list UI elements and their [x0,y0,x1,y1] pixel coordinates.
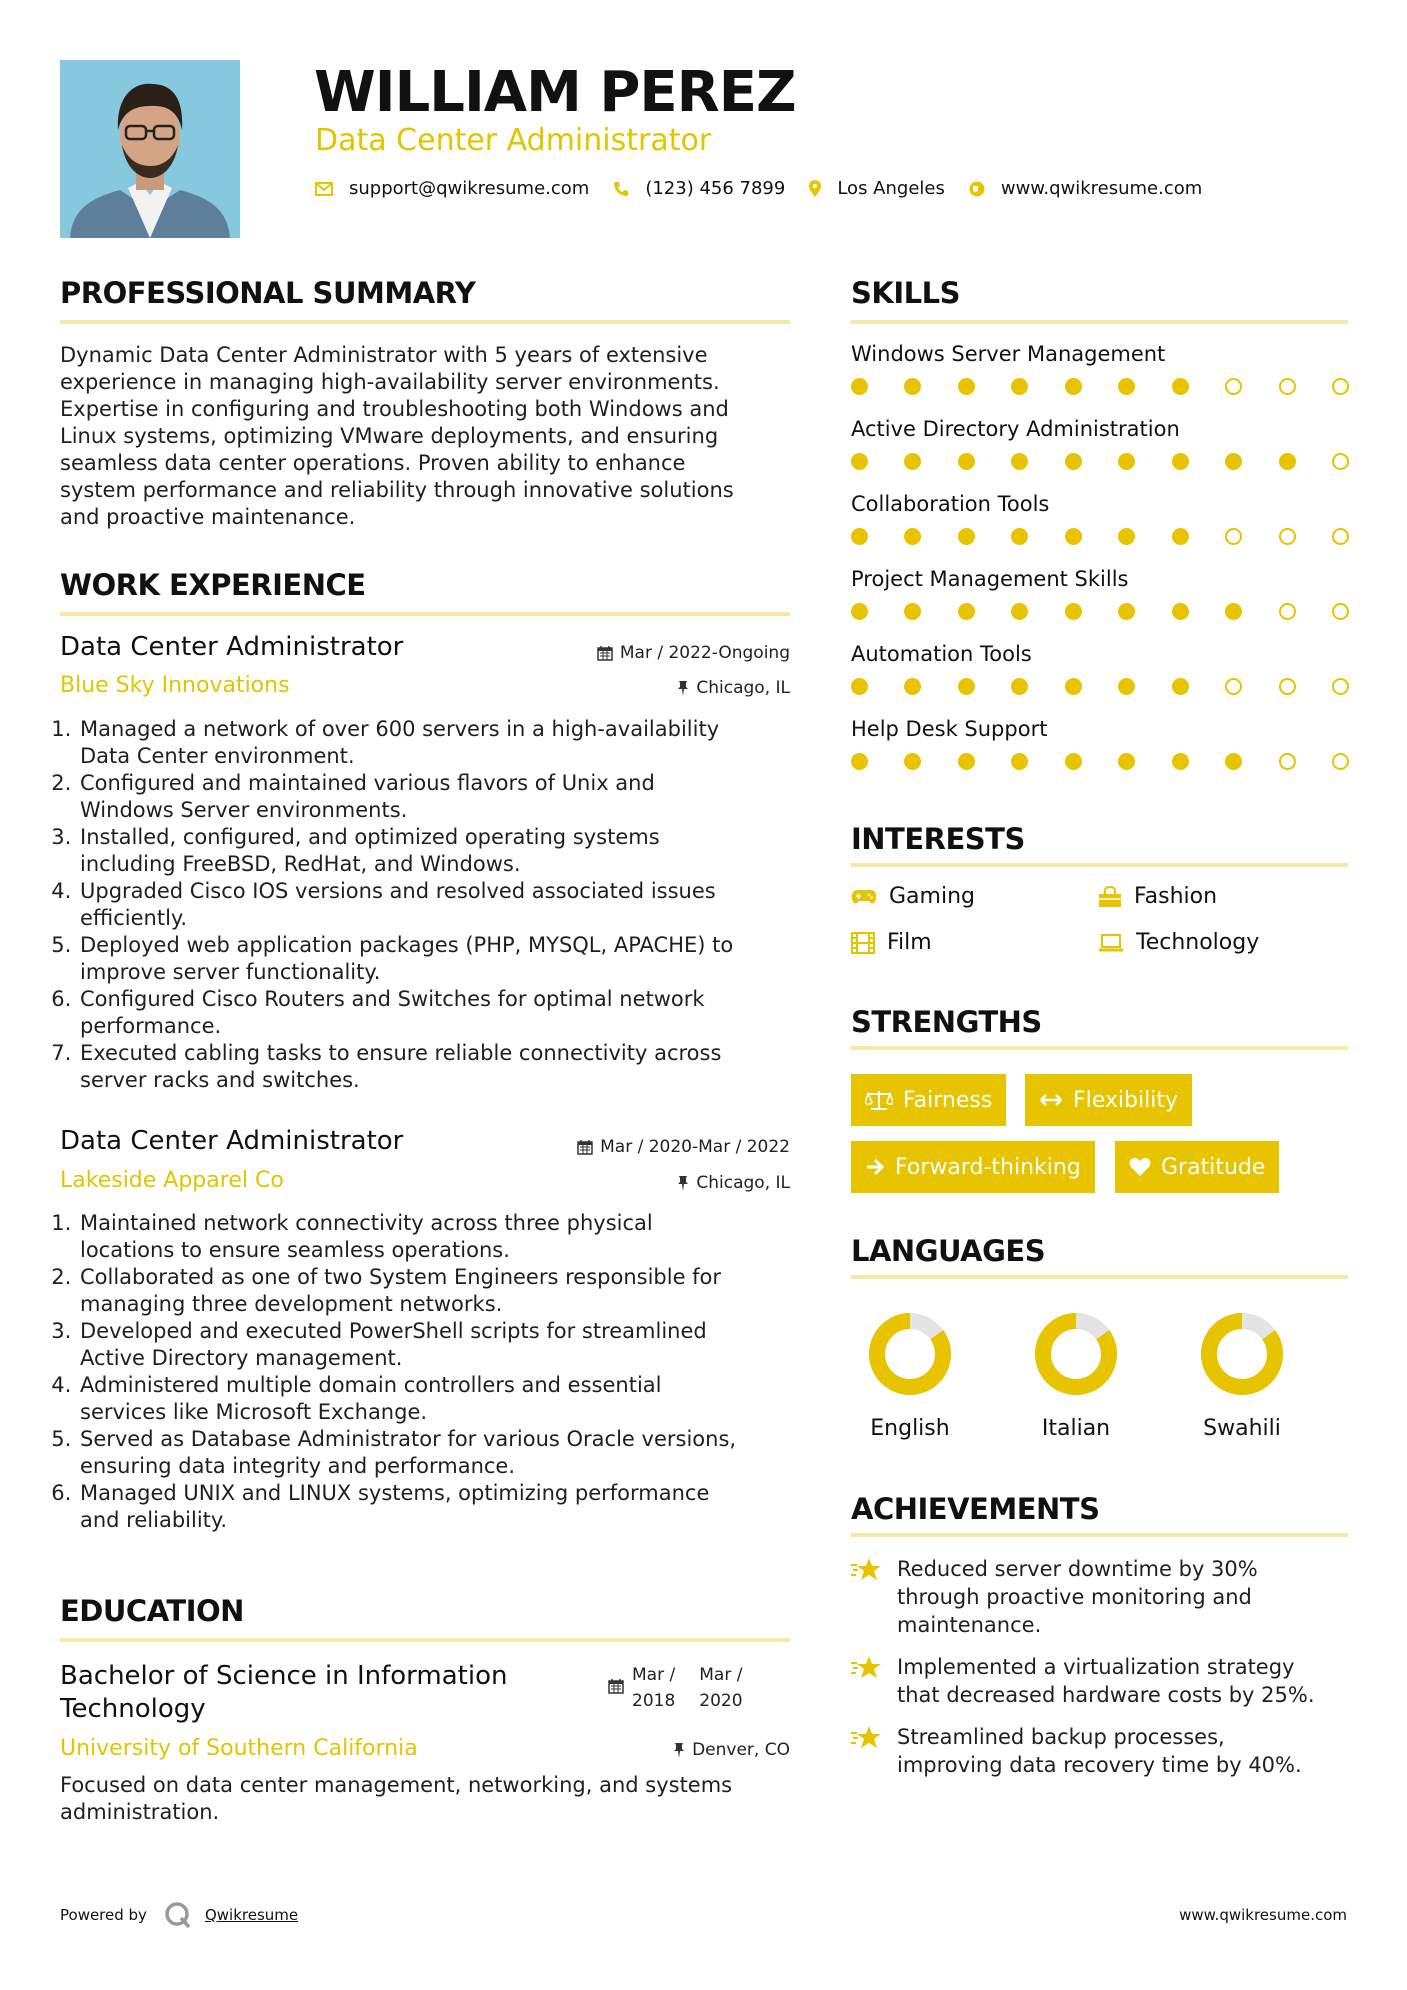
skill-item [851,642,1349,695]
degree-line: Technology [60,1694,206,1724]
interest-label: Technology [1136,930,1260,955]
rating-dot-filled [851,378,868,395]
skill-name: Project Management Skills [851,567,1129,591]
list-item: 5. Served as Database Administrator for various Oracle versions, ensuring data integrity and performance. [78,1426,800,1480]
summary-heading: PROFESSIONAL SUMMARY [60,276,476,310]
rating-dot-filled [1011,453,1028,470]
end-year: 2020 [699,1691,743,1711]
start-month: Mar / [632,1665,676,1685]
strength-tag [851,1141,1095,1193]
skill-rating [851,603,1349,620]
language-donut [1200,1312,1284,1396]
summary-line: Dynamic Data Center Administrator with 5 years of extensive [60,343,708,367]
rating-dot-empty [1279,603,1296,620]
rating-dot-filled [1172,378,1189,395]
rating-dot-empty [1332,678,1349,695]
rating-dot-filled [851,678,868,695]
rating-dot-filled [904,678,921,695]
education-description [60,1772,800,1826]
rating-dot-empty [1225,528,1242,545]
skill-rating [851,753,1349,770]
experience-heading: WORK EXPERIENCE [60,568,366,602]
list-item: 1. Maintained network connectivity across three physical locations to ensure seamless operations. [78,1210,800,1264]
rating-dot-filled [904,453,921,470]
footer-url[interactable]: www.qwikresume.com [1179,1906,1347,1924]
rating-dot-filled [1065,453,1082,470]
horizontal-arrows-icon [1039,1093,1063,1107]
rating-dot-filled [1065,378,1082,395]
achievement-item [851,1653,1351,1709]
rating-dot-filled [958,603,975,620]
experience-rule [60,612,790,616]
phone-text: (123) 456 7899 [645,178,786,199]
skill-rating [851,378,1349,395]
rating-dot-filled [1118,453,1135,470]
rating-dot-empty [1279,528,1296,545]
strength-label: Fairness [903,1087,993,1113]
rating-dot-empty [1279,378,1296,395]
rating-dot-filled [1172,753,1189,770]
skill-item [851,417,1349,470]
list-item: 1. Managed a network of over 600 servers in a high-availability Data Center environment. [78,716,800,770]
strength-label: Forward-thinking [895,1154,1081,1180]
phone-icon [613,181,629,197]
start-year: 2018 [632,1691,676,1711]
summary-line: Expertise in configuring and troubleshooting both Windows and [60,397,729,421]
strength-tag [1115,1141,1279,1193]
education-desc-line: administration. [60,1800,220,1824]
star-icon [851,1725,883,1751]
rating-dot-filled [851,453,868,470]
rating-dot-filled [1118,603,1135,620]
list-item: 7. Executed cabling tasks to ensure reliable connectivity across server racks and switches. [78,1040,800,1094]
job-title: Data Center Administrator [60,1126,404,1156]
contact-location [809,178,945,199]
website-text: www.qwikresume.com [1000,178,1203,199]
summary-rule [60,320,790,324]
achievement-item [851,1723,1351,1779]
languages-heading: LANGUAGES [851,1234,1046,1268]
laptop-icon [1098,933,1124,953]
interests-rule [851,863,1348,867]
contact-website[interactable] [969,178,1202,199]
list-item: 5. Deployed web application packages (PHP, MYSQL, APACHE) to improve server functionality. [78,932,800,986]
rating-dot-filled [1011,678,1028,695]
arrow-right-icon [865,1158,885,1176]
achievements-heading: ACHIEVEMENTS [851,1492,1100,1526]
school-name: University of Southern California [60,1736,418,1761]
strength-tag [1025,1074,1192,1126]
language-donut [1034,1312,1118,1396]
rating-dot-empty [1332,603,1349,620]
rating-dot-filled [904,528,921,545]
rating-dot-filled [851,753,868,770]
star-icon [851,1557,883,1583]
skill-rating [851,678,1349,695]
skill-name: Automation Tools [851,642,1032,666]
summary-line: and proactive maintenance. [60,505,356,529]
rating-dot-filled [1011,528,1028,545]
summary-line: seamless data center operations. Proven ability to enhance [60,451,686,475]
language-donut [868,1312,952,1396]
calendar-icon [608,1678,624,1694]
rating-dot-empty [1332,528,1349,545]
rating-dot-filled [1118,753,1135,770]
interest-technology [1098,930,1259,955]
summary-line: experience in managing high-availability server environments. [60,370,720,394]
rating-dot-empty [1332,753,1349,770]
list-item: 4. Upgraded Cisco IOS versions and resolved associated issues efficiently. [78,878,800,932]
language-label: Italian [1041,1416,1111,1441]
rating-dot-filled [958,453,975,470]
achievement-text: Streamlined backup processes, improving data recovery time by 40%. [897,1725,1302,1777]
strengths-rule [851,1046,1348,1050]
rating-dot-filled [958,378,975,395]
rating-dot-filled [1225,753,1242,770]
skill-item [851,342,1349,395]
education-desc-line: Focused on data center management, networking, and systems [60,1773,733,1797]
list-item: 2. Collaborated as one of two System Engineers responsible for managing three development networks. [78,1264,800,1318]
strength-label: Gratitude [1161,1154,1266,1180]
candidate-title: Data Center Administrator [315,123,712,158]
summary-line: Linux systems, optimizing VMware deployments, and ensuring [60,424,719,448]
balance-scale-icon [865,1089,893,1111]
degree-title [60,1660,507,1726]
achievement-text: Reduced server downtime by 30% through proactive monitoring and maintenance. [897,1557,1258,1637]
job-location-text: Chicago, IL [696,1173,790,1193]
interest-label: Fashion [1134,884,1218,909]
job-company: Blue Sky Innovations [60,673,290,698]
rating-dot-filled [904,753,921,770]
calendar-icon [597,645,613,661]
rating-dot-filled [1172,678,1189,695]
skill-name: Help Desk Support [851,717,1048,741]
rating-dot-filled [1065,528,1082,545]
skills-heading: SKILLS [851,276,960,310]
film-icon [851,932,875,954]
summary-line: system performance and reliability through innovative solutions [60,478,734,502]
interest-fashion [1098,884,1217,909]
rating-dot-filled [1118,378,1135,395]
envelope-icon [315,182,333,196]
language-label: Swahili [1203,1416,1281,1441]
contact-phone[interactable] [613,178,785,199]
calendar-icon [577,1139,593,1155]
skill-rating [851,453,1349,470]
skill-rating [851,528,1349,545]
rating-dot-filled [1118,528,1135,545]
rating-dot-filled [851,603,868,620]
profile-photo [60,60,240,238]
footer-powered [60,1900,298,1930]
qwikresume-logo-icon [163,1900,193,1930]
degree-line: Bachelor of Science in Information [60,1661,508,1691]
skill-item [851,492,1349,545]
skill-name: Collaboration Tools [851,492,1050,516]
brand-link[interactable]: Qwikresume [204,1906,299,1924]
rating-dot-filled [1065,678,1082,695]
rating-dot-filled [958,753,975,770]
job-dates [597,643,790,663]
rating-dot-empty [1225,678,1242,695]
shopping-bag-icon [1098,886,1122,908]
list-item: 3. Installed, configured, and optimized operating systems including FreeBSD, RedHat, and Windows. [78,824,800,878]
rating-dot-filled [1172,453,1189,470]
gamepad-icon [851,888,877,906]
summary-text [60,342,800,531]
achievements-rule [851,1533,1348,1537]
strengths-heading: STRENGTHS [851,1005,1042,1039]
contact-email[interactable] [315,178,589,199]
rating-dot-empty [1225,378,1242,395]
skills-rule [851,320,1348,324]
skill-item [851,567,1349,620]
rating-dot-filled [1172,528,1189,545]
rating-dot-empty [1279,678,1296,695]
rating-dot-filled [904,603,921,620]
rating-dot-empty [1332,378,1349,395]
heart-icon [1129,1157,1151,1177]
strength-label: Flexibility [1073,1087,1178,1113]
education-dates [608,1662,743,1714]
rating-dot-empty [1332,453,1349,470]
job-duties [60,716,800,1094]
interest-label: Film [887,930,932,955]
rating-dot-filled [958,528,975,545]
job-dates [577,1137,790,1157]
pin-icon [677,1175,689,1191]
job-location [677,1173,790,1193]
pin-icon [677,680,689,696]
rating-dot-empty [1279,753,1296,770]
contact-bar [315,178,1226,199]
education-rule [60,1638,790,1642]
rating-dot-filled [1011,603,1028,620]
skill-item [851,717,1349,770]
rating-dot-filled [1279,453,1296,470]
education-heading: EDUCATION [60,1594,244,1628]
rating-dot-filled [1065,753,1082,770]
job-duties [60,1210,800,1534]
rating-dot-filled [1225,453,1242,470]
strength-tag [851,1074,1006,1126]
achievement-item [851,1555,1351,1639]
job-location [677,678,790,698]
skill-name: Active Directory Administration [851,417,1180,441]
rating-dot-filled [1118,678,1135,695]
end-month: Mar / [699,1665,743,1685]
languages-rule [851,1275,1348,1279]
interests-heading: INTERESTS [851,822,1025,856]
interest-gaming [851,884,975,909]
rating-dot-filled [1172,603,1189,620]
list-item: 2. Configured and maintained various flavors of Unix and Windows Server environments. [78,770,800,824]
map-pin-icon [809,180,821,197]
rating-dot-filled [958,678,975,695]
globe-icon [969,181,985,197]
rating-dot-filled [1011,378,1028,395]
powered-by-label: Powered by [60,1906,147,1924]
rating-dot-filled [851,528,868,545]
list-item: 3. Developed and executed PowerShell scripts for streamlined Active Directory management. [78,1318,800,1372]
job-location-text: Chicago, IL [696,678,790,698]
achievement-text: Implemented a virtualization strategy that decreased hardware costs by 25%. [897,1655,1315,1707]
email-text: support@qwikresume.com [349,178,590,199]
rating-dot-filled [1225,603,1242,620]
location-text: Los Angeles [837,178,945,199]
job-dates-text: Mar / 2020-Mar / 2022 [600,1137,790,1157]
interest-film [851,930,932,955]
job-company: Lakeside Apparel Co [60,1168,284,1193]
list-item: 6. Managed UNIX and LINUX systems, optimizing performance and reliability. [78,1480,800,1534]
language-label: English [870,1416,950,1441]
skill-name: Windows Server Management [851,342,1166,366]
list-item: 4. Administered multiple domain controllers and essential services like Microsoft Exchange. [78,1372,800,1426]
rating-dot-filled [1065,603,1082,620]
school-location [673,1740,790,1760]
candidate-name: WILLIAM PEREZ [314,60,796,125]
list-item: 6. Configured Cisco Routers and Switches for optimal network performance. [78,986,800,1040]
pin-icon [673,1742,685,1758]
job-title: Data Center Administrator [60,632,404,662]
star-icon [851,1655,883,1681]
interest-label: Gaming [889,884,975,909]
rating-dot-filled [904,378,921,395]
job-dates-text: Mar / 2022-Ongoing [619,643,790,663]
school-location-text: Denver, CO [692,1740,790,1760]
rating-dot-filled [1011,753,1028,770]
